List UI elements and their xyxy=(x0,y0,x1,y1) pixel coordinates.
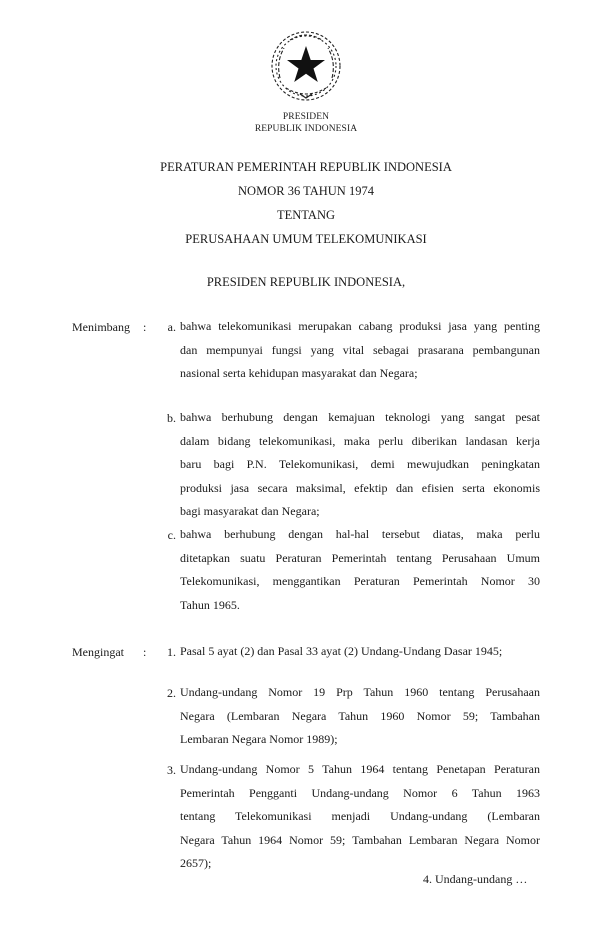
mengingat-item-3 xyxy=(180,758,540,876)
text-line: Undang-undang Nomor 5 Tahun 1964 tentang Penetapan Peraturan xyxy=(180,762,540,776)
item-marker-a: a. xyxy=(167,320,176,334)
section-colon: : xyxy=(143,320,147,334)
text-line: dan mempunyai fungsi yang vital sebagai prasarana pembangunan xyxy=(180,342,540,357)
issuer-line: PRESIDEN REPUBLIK INDONESIA, xyxy=(206,275,406,289)
text-line: bahwa berhubung dengan kemajuan teknologi yang sangat pesat xyxy=(180,410,540,424)
text-line: dalam bidang telekomunikasi, maka perlu diberikan landasan kerja xyxy=(180,433,540,448)
mengingat-item-1 xyxy=(180,640,540,664)
text-line: bahwa telekomunikasi merupakan cabang produksi jasa yang penting xyxy=(180,319,540,333)
regulation-about-label: TENTANG xyxy=(276,208,335,222)
regulation-number: NOMOR 36 TAHUN 1974 xyxy=(238,184,374,198)
text-line: bagi masyarakat dan Negara; xyxy=(180,504,320,518)
office-line-republik: REPUBLIK INDONESIA xyxy=(254,124,358,134)
menimbang-item-c xyxy=(180,523,540,617)
text-line: Pemerintah Pengganti Undang-undang Nomor 6 Tahun 1963 xyxy=(180,785,540,800)
mengingat-item-2 xyxy=(180,681,540,752)
text-line: Negara (Lembaran Negara Tahun 1960 Nomor 59; Tambahan xyxy=(180,708,540,723)
item-marker-1: 1. xyxy=(167,645,176,659)
item-marker-b: b. xyxy=(167,411,176,425)
menimbang-item-a xyxy=(180,315,540,386)
text-line: ditetapkan suatu Peraturan Pemerintah tentang Perusahaan Umum xyxy=(180,550,540,565)
menimbang-item-b xyxy=(180,406,540,524)
text-line: baru bagi P.N. Telekomunikasi, demi mewujudkan peningkatan xyxy=(180,457,540,471)
text-line: produksi jasa secara maksimal, efektip dan efisien serta ekonomis xyxy=(180,480,540,495)
text-line: Tahun 1965. xyxy=(180,597,240,612)
item-marker-c: c. xyxy=(167,528,176,542)
regulation-subject: PERUSAHAAN UMUM TELEKOMUNIKASI xyxy=(185,232,427,246)
text-line: Telekomunikasi, menggantikan Peraturan Pemerintah Nomor 30 xyxy=(180,574,540,588)
text-line: Negara Tahun 1964 Nomor 59; Tambahan Lembaran Negara Nomor xyxy=(180,832,540,847)
text-line: 2657); xyxy=(180,856,212,870)
text-line: tentang Telekomunikasi menjadi Undang-undang (Lembaran xyxy=(180,809,540,823)
text-line: Pasal 5 ayat (2) dan Pasal 33 ayat (2) Undang-Undang Dasar 1945; xyxy=(180,644,503,658)
text-line: nasional serta kehidupan masyarakat dan Negara; xyxy=(180,366,418,380)
item-marker-3: 3. xyxy=(167,763,176,777)
regulation-type: PERATURAN PEMERINTAH REPUBLIK INDONESIA xyxy=(160,160,452,174)
text-line: Undang-undang Nomor 19 Prp Tahun 1960 tentang Perusahaan xyxy=(180,685,540,699)
office-line-presiden: PRESIDEN xyxy=(282,112,330,122)
presidential-emblem-icon xyxy=(266,26,346,106)
item-marker-2: 2. xyxy=(167,686,176,700)
text-line: Lembaran Negara Nomor 1989); xyxy=(180,732,338,746)
text-line: bahwa berhubung dengan hal-hal tersebut diatas, maka perlu xyxy=(180,527,540,541)
section-colon: : xyxy=(143,645,147,659)
section-label-mengingat: Mengingat xyxy=(72,645,124,659)
page-continuation-catchword: 4. Undang-undang … xyxy=(423,872,528,886)
section-label-menimbang: Menimbang xyxy=(72,320,130,334)
